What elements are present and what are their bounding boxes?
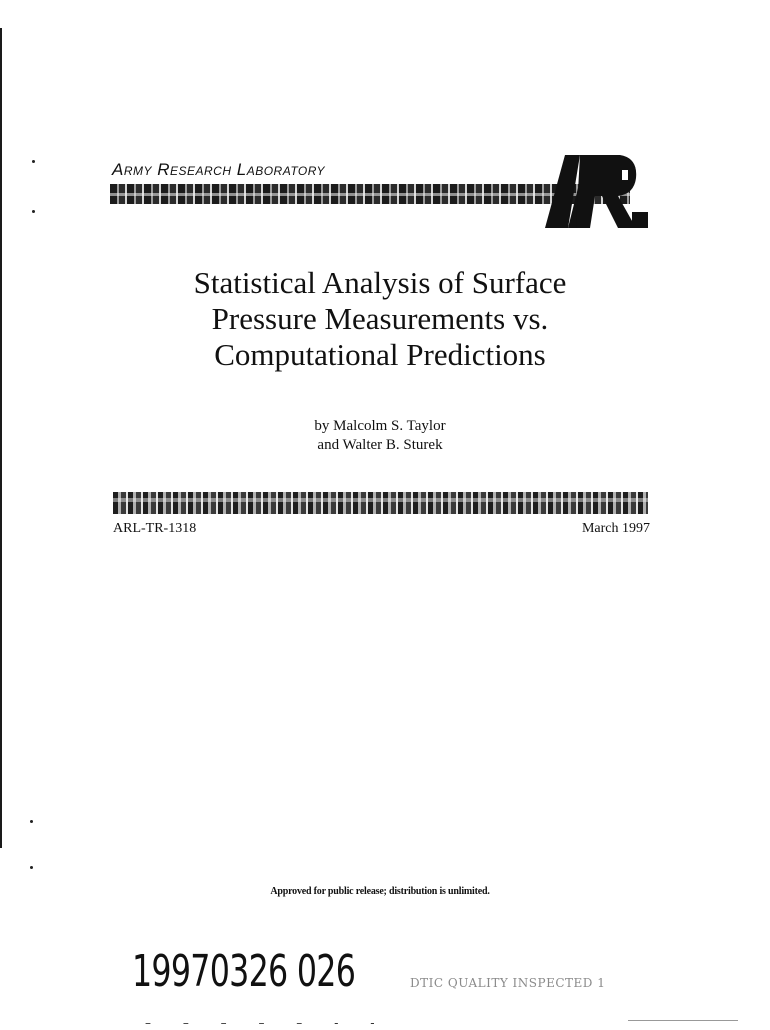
release-statement: Approved for public release; distribution is unlimited.: [270, 886, 490, 897]
dash-marks: – – – – – - -: [145, 1016, 389, 1030]
report-number: ARL-TR-1318: [113, 521, 197, 536]
scan-speck: [32, 160, 35, 163]
author-line: by Malcolm S. Taylor: [314, 418, 446, 434]
scan-speck: [32, 210, 35, 213]
scan-speck: [30, 820, 33, 823]
author-line: and Walter B. Sturek: [317, 437, 443, 453]
lab-name: Army Research Laboratory: [112, 160, 325, 179]
document-title: [100, 265, 660, 373]
authors: [200, 417, 560, 455]
title-line: Statistical Analysis of Surface: [193, 265, 567, 300]
title-line: Computational Predictions: [214, 337, 546, 372]
document-number: 19970326 026: [132, 946, 356, 997]
bottom-rule: [628, 1020, 738, 1021]
scan-speck: [30, 866, 33, 869]
page-binding-edge: [0, 28, 2, 848]
title-line: Pressure Measurements vs.: [211, 301, 549, 336]
divider-bar: [113, 492, 648, 514]
report-date: March 1997: [581, 521, 650, 536]
arl-logo: [540, 150, 650, 230]
quality-stamp: DTIC QUALITY INSPECTED 1: [410, 976, 606, 990]
